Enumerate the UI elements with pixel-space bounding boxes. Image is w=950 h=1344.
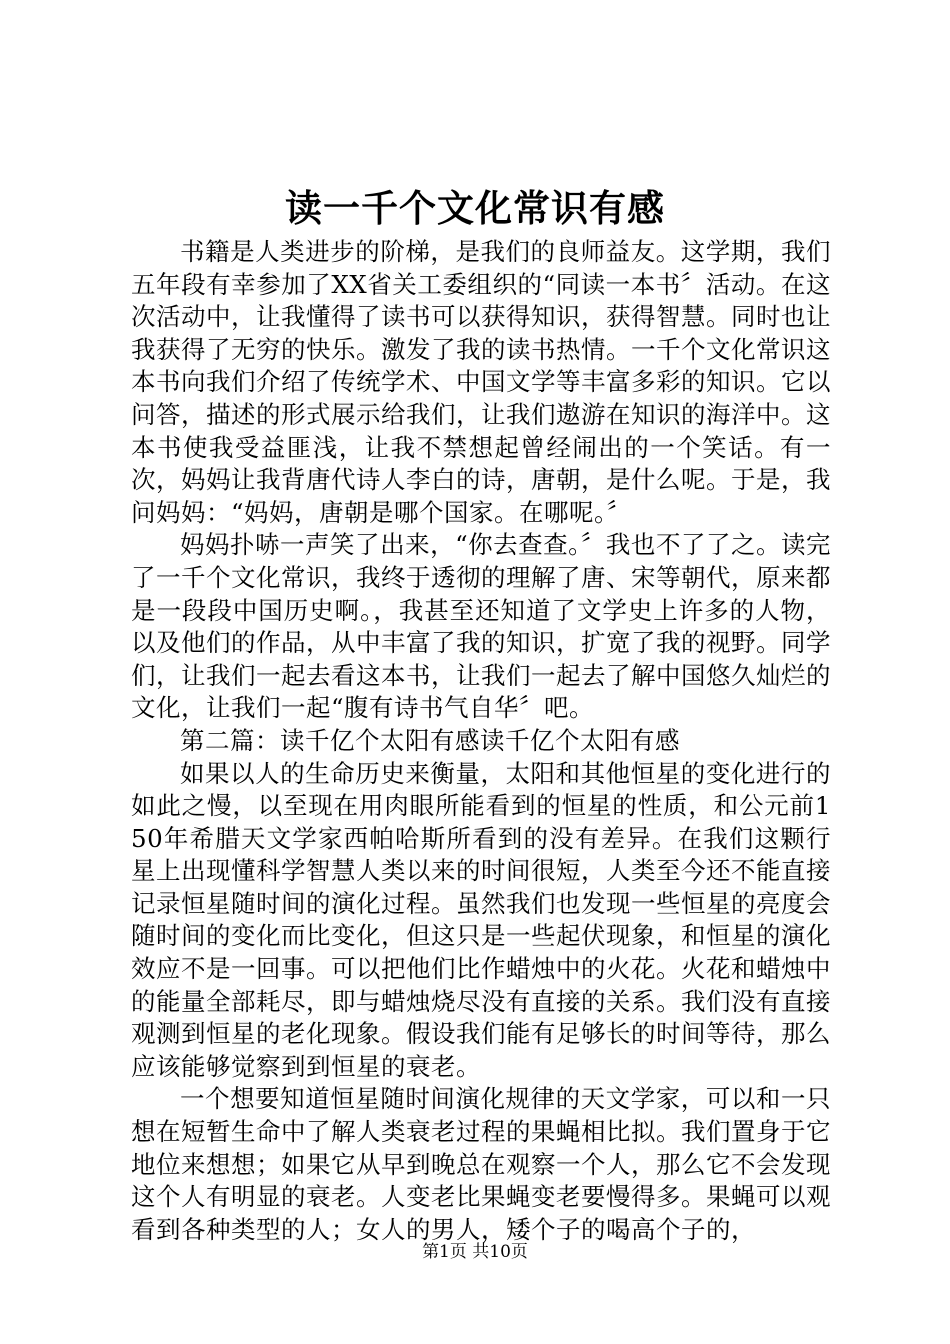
section-heading: 第二篇：读千亿个太阳有感读千亿个太阳有感 xyxy=(180,725,680,755)
paragraph: 如果以人的生命历史来衡量，太阳和其他恒星的变化进行的如此之慢，以至现在用肉眼所能看到的恒星的性质，和公元前150年希腊天文学家西帕哈斯所看到的没有差异。在我们这颗行星上出现懂科学智慧人类以来的时间很短，人类至今还不能直接记录恒星随时间的演化过程。虽然我们也发现一些恒星的亮度会随时间的变化而比变化，但这只是一些起伏现象，和恒星的演化效应不是一回事。可以把他们比作蜡烛中的火花。火花和蜡烛中的能量全部耗尽，即与蜡烛烧尽没有直接的关系。我们没有直接观测到恒星的老化现象。假设我们能有足够长的时间等待，那么应该能够觉察到到恒星的衰老。 xyxy=(131,758,831,1081)
paragraph: 书籍是人类进步的阶梯，是我们的良师益友。这学期，我们五年段有幸参加了XX省关工委组织的“同读一本书〞活动。在这次活动中，让我懂得了读书可以获得知识，获得智慧。同时也让我获得了无穷的快乐。激发了我的读书热情。一千个文化常识这本书向我们介绍了传统学术、中国文学等丰富多彩的知识。它以问答，描述的形式展示给我们，让我们遨游在知识的海洋中。这本书使我受益匪浅，让我不禁想起曾经闹出的一个笑话。有一次，妈妈让我背唐代诗人李白的诗，唐朝，是什么呢。于是，我问妈妈：“妈妈，唐朝是哪个国家。在哪呢。〞 xyxy=(131,237,831,527)
paragraph: 妈妈扑哧一声笑了出来，“你去查查。〞我也不了了之。读完了一千个文化常识，我终于透彻的理解了唐、宋等朝代，原来都是一段段中国历史啊。，我甚至还知道了文学史上许多的人物，以及他们的作品，从中丰富了我的知识，扩宽了我的视野。同学们，让我们一起去看这本书，让我们一起去了解中国悠久灿烂的文化，让我们一起“腹有诗书气自华〞吧。 xyxy=(131,530,831,723)
paragraph: 一个想要知道恒星随时间演化规律的天文学家，可以和一只想在短暂生命中了解人类衰老过程的果蝇相比拟。我们置身于它地位来想想；如果它从早到晚总在观察一个人，那么它不会发现这个人有明显的衰老。人变老比果蝇变老要慢得多。果蝇可以观看到各种类型的人；女人的男人，矮个子的喝高个子的， xyxy=(131,1084,831,1244)
document-title: 读一千个文化常识有感 xyxy=(285,186,665,230)
document-body xyxy=(131,236,831,1246)
page-number-footer: 第1页 共10页 xyxy=(422,1242,528,1262)
